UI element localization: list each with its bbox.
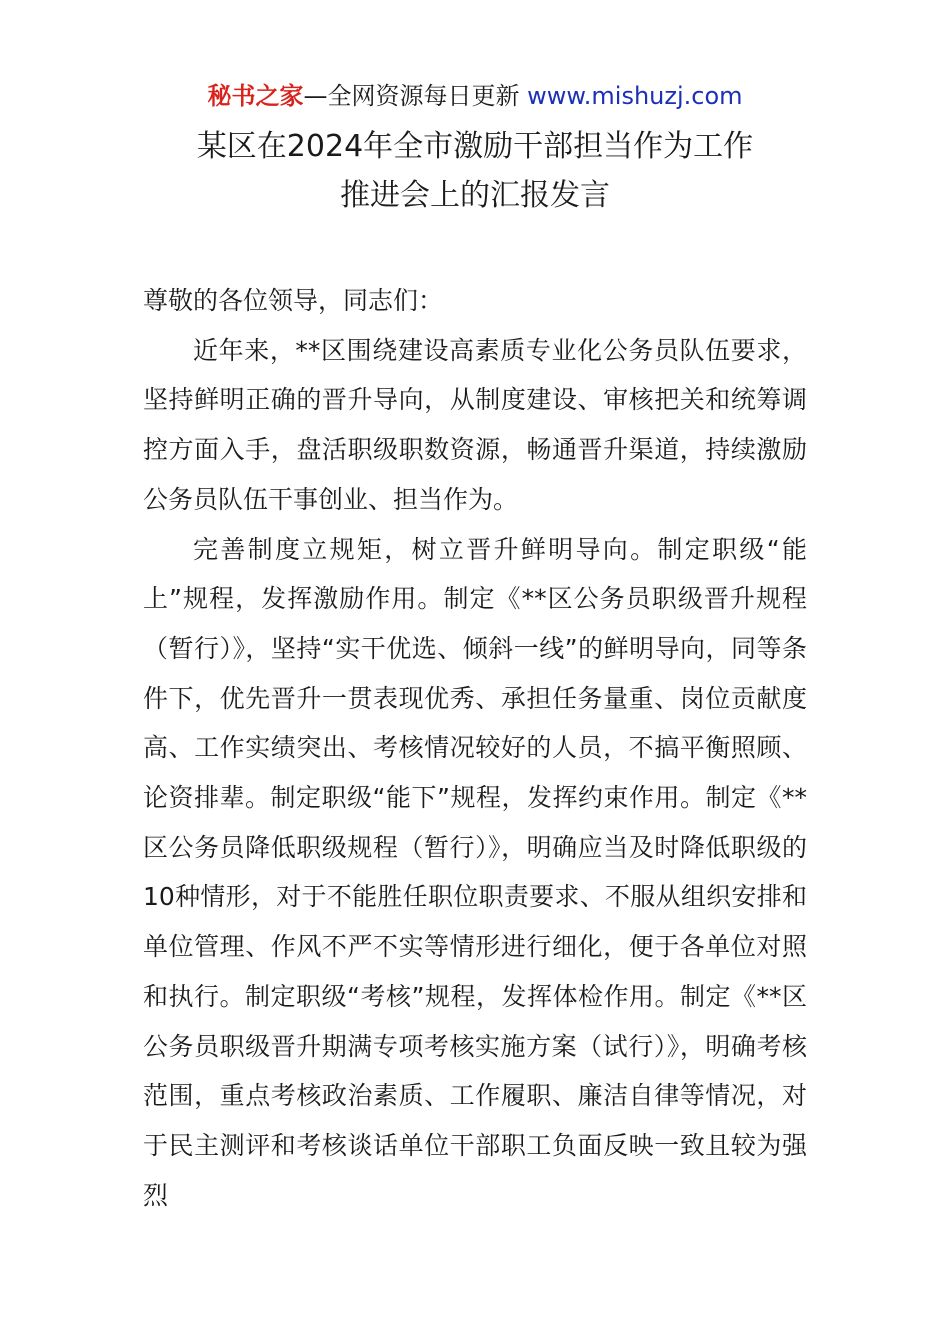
header-tagline: —全网资源每日更新 [303, 82, 520, 110]
document-body [143, 276, 807, 1220]
salutation: 尊敬的各位领导，同志们： [143, 286, 444, 315]
site-header [0, 80, 950, 112]
brand-name: 秘书之家 [207, 82, 304, 110]
document-title-line-2: 推进会上的汇报发言 [340, 178, 610, 213]
site-url-link[interactable]: www.mishuzj.com [527, 82, 743, 110]
paragraph-intro: 近年来，**区围绕建设高素质专业化公务员队伍要求，坚持鲜明正确的晋升导向，从制度建设、审核把关和统筹调控方面入手，盘活职级职数资源，畅通晋升渠道，持续激励公务员队伍干事创业、担当作为。 [143, 335, 807, 514]
document-title-line-1: 某区在2024年全市激励干部担当作为工作 [196, 129, 754, 164]
paragraph-system: 完善制度立规矩，树立晋升鲜明导向。制定职级“能上”规程，发挥激励作用。制定《**区公务员职级晋升规程（暂行）》，坚持“实干优选、倾斜一线”的鲜明导向，同等条件下，优先晋升一贯表现优秀、承担任务量重、岗位贡献度高、工作实绩突出、考核情况较好的人员，不搞平衡照顾、论资排辈。制定职级“能下”规程，发挥约束作用。制定《**区公务员降低职级规程（暂行）》，明确应当及时降低职级的10种情形，对于不能胜任职位职责要求、不服从组织安排和单位管理、作风不严不实等情形进行细化，便于各单位对照和执行。制定职级“考核”规程，发挥体检作用。制定《**区公务员职级晋升期满专项考核实施方案（试行）》，明确考核范围，重点考核政治素质、工作履职、廉洁自律等情况，对于民主测评和考核谈话单位干部职工负面反映一致且较为强烈 [143, 534, 807, 1210]
